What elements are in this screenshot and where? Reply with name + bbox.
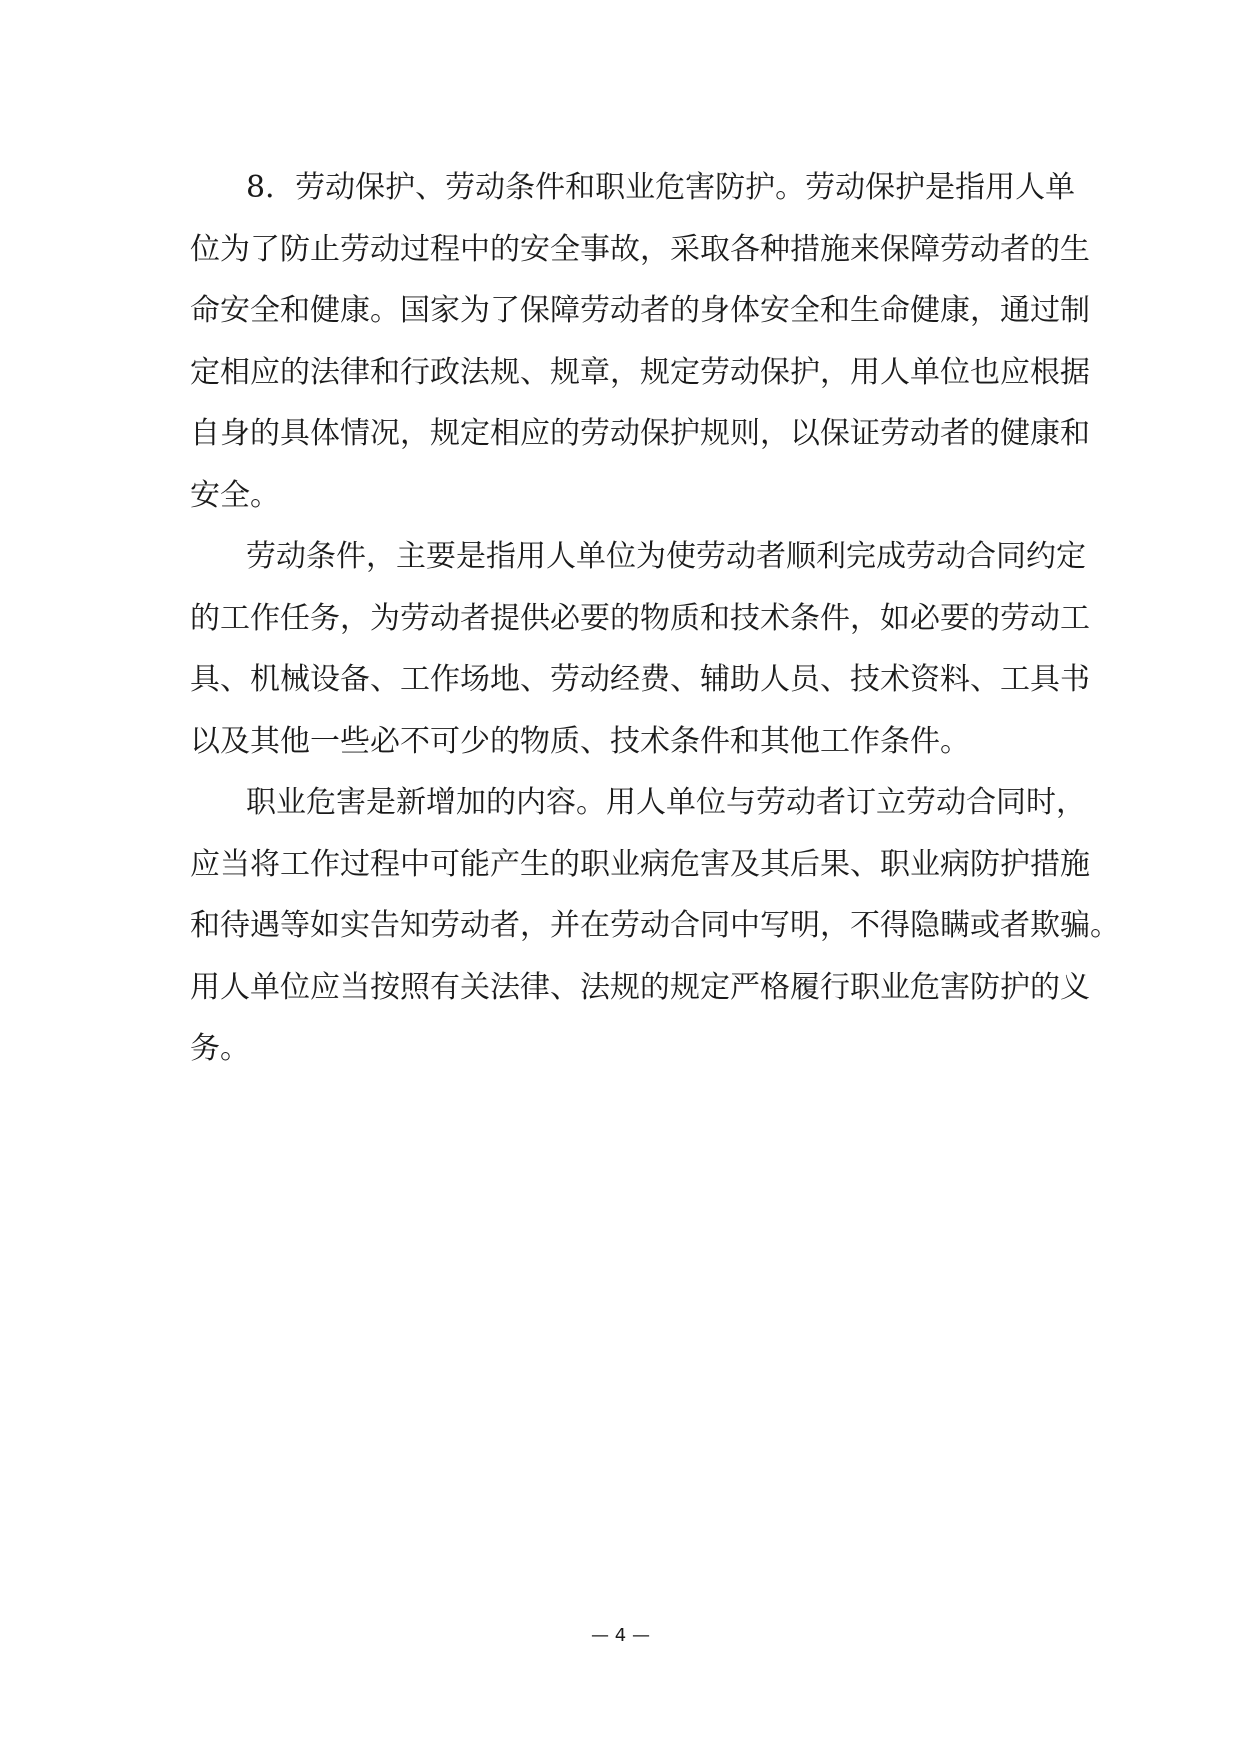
paragraph-labor-protection (190, 157, 1090, 526)
text-line: 务。 (190, 1031, 250, 1066)
text-line: 用人单位应当按照有关法律、法规的规定严格履行职业危害防护的义 (190, 969, 1090, 1005)
text-line: 安全。 (190, 477, 280, 513)
document-body (190, 157, 1120, 1080)
text-line: 自身的具体情况，规定相应的劳动保护规则，以保证劳动者的健康和 (190, 416, 1090, 451)
text-line: 应当将工作过程中可能产生的职业病危害及其后果、职业病防护措施 (190, 846, 1090, 882)
text-line: 定相应的法律和行政法规、规章，规定劳动保护，用人单位也应根据 (190, 354, 1090, 390)
text-line: 的工作任务，为劳动者提供必要的物质和技术条件，如必要的劳动工 (190, 600, 1090, 636)
page-number: — 4 — (591, 1625, 650, 1646)
text-line: 8．劳动保护、劳动条件和职业危害防护。劳动保护是指用人单 (246, 170, 1076, 205)
text-line: 和待遇等如实告知劳动者，并在劳动合同中写明，不得隐瞒或者欺骗。 (190, 908, 1120, 943)
paragraph-labor-conditions (190, 526, 1090, 772)
text-line: 命安全和健康。国家为了保障劳动者的身体安全和生命健康，通过制 (190, 293, 1090, 328)
text-line: 职业危害是新增加的内容。用人单位与劳动者订立劳动合同时， (246, 785, 1086, 820)
text-line: 劳动条件，主要是指用人单位为使劳动者顺利完成劳动合同约定 (246, 539, 1086, 574)
text-line: 位为了防止劳动过程中的安全事故，采取各种措施来保障劳动者的生 (190, 231, 1090, 267)
text-line: 以及其他一些必不可少的物质、技术条件和其他工作条件。 (190, 723, 970, 759)
paragraph-occupational-hazards (190, 772, 1120, 1080)
text-line: 具、机械设备、工作场地、劳动经费、辅助人员、技术资料、工具书 (190, 662, 1090, 697)
